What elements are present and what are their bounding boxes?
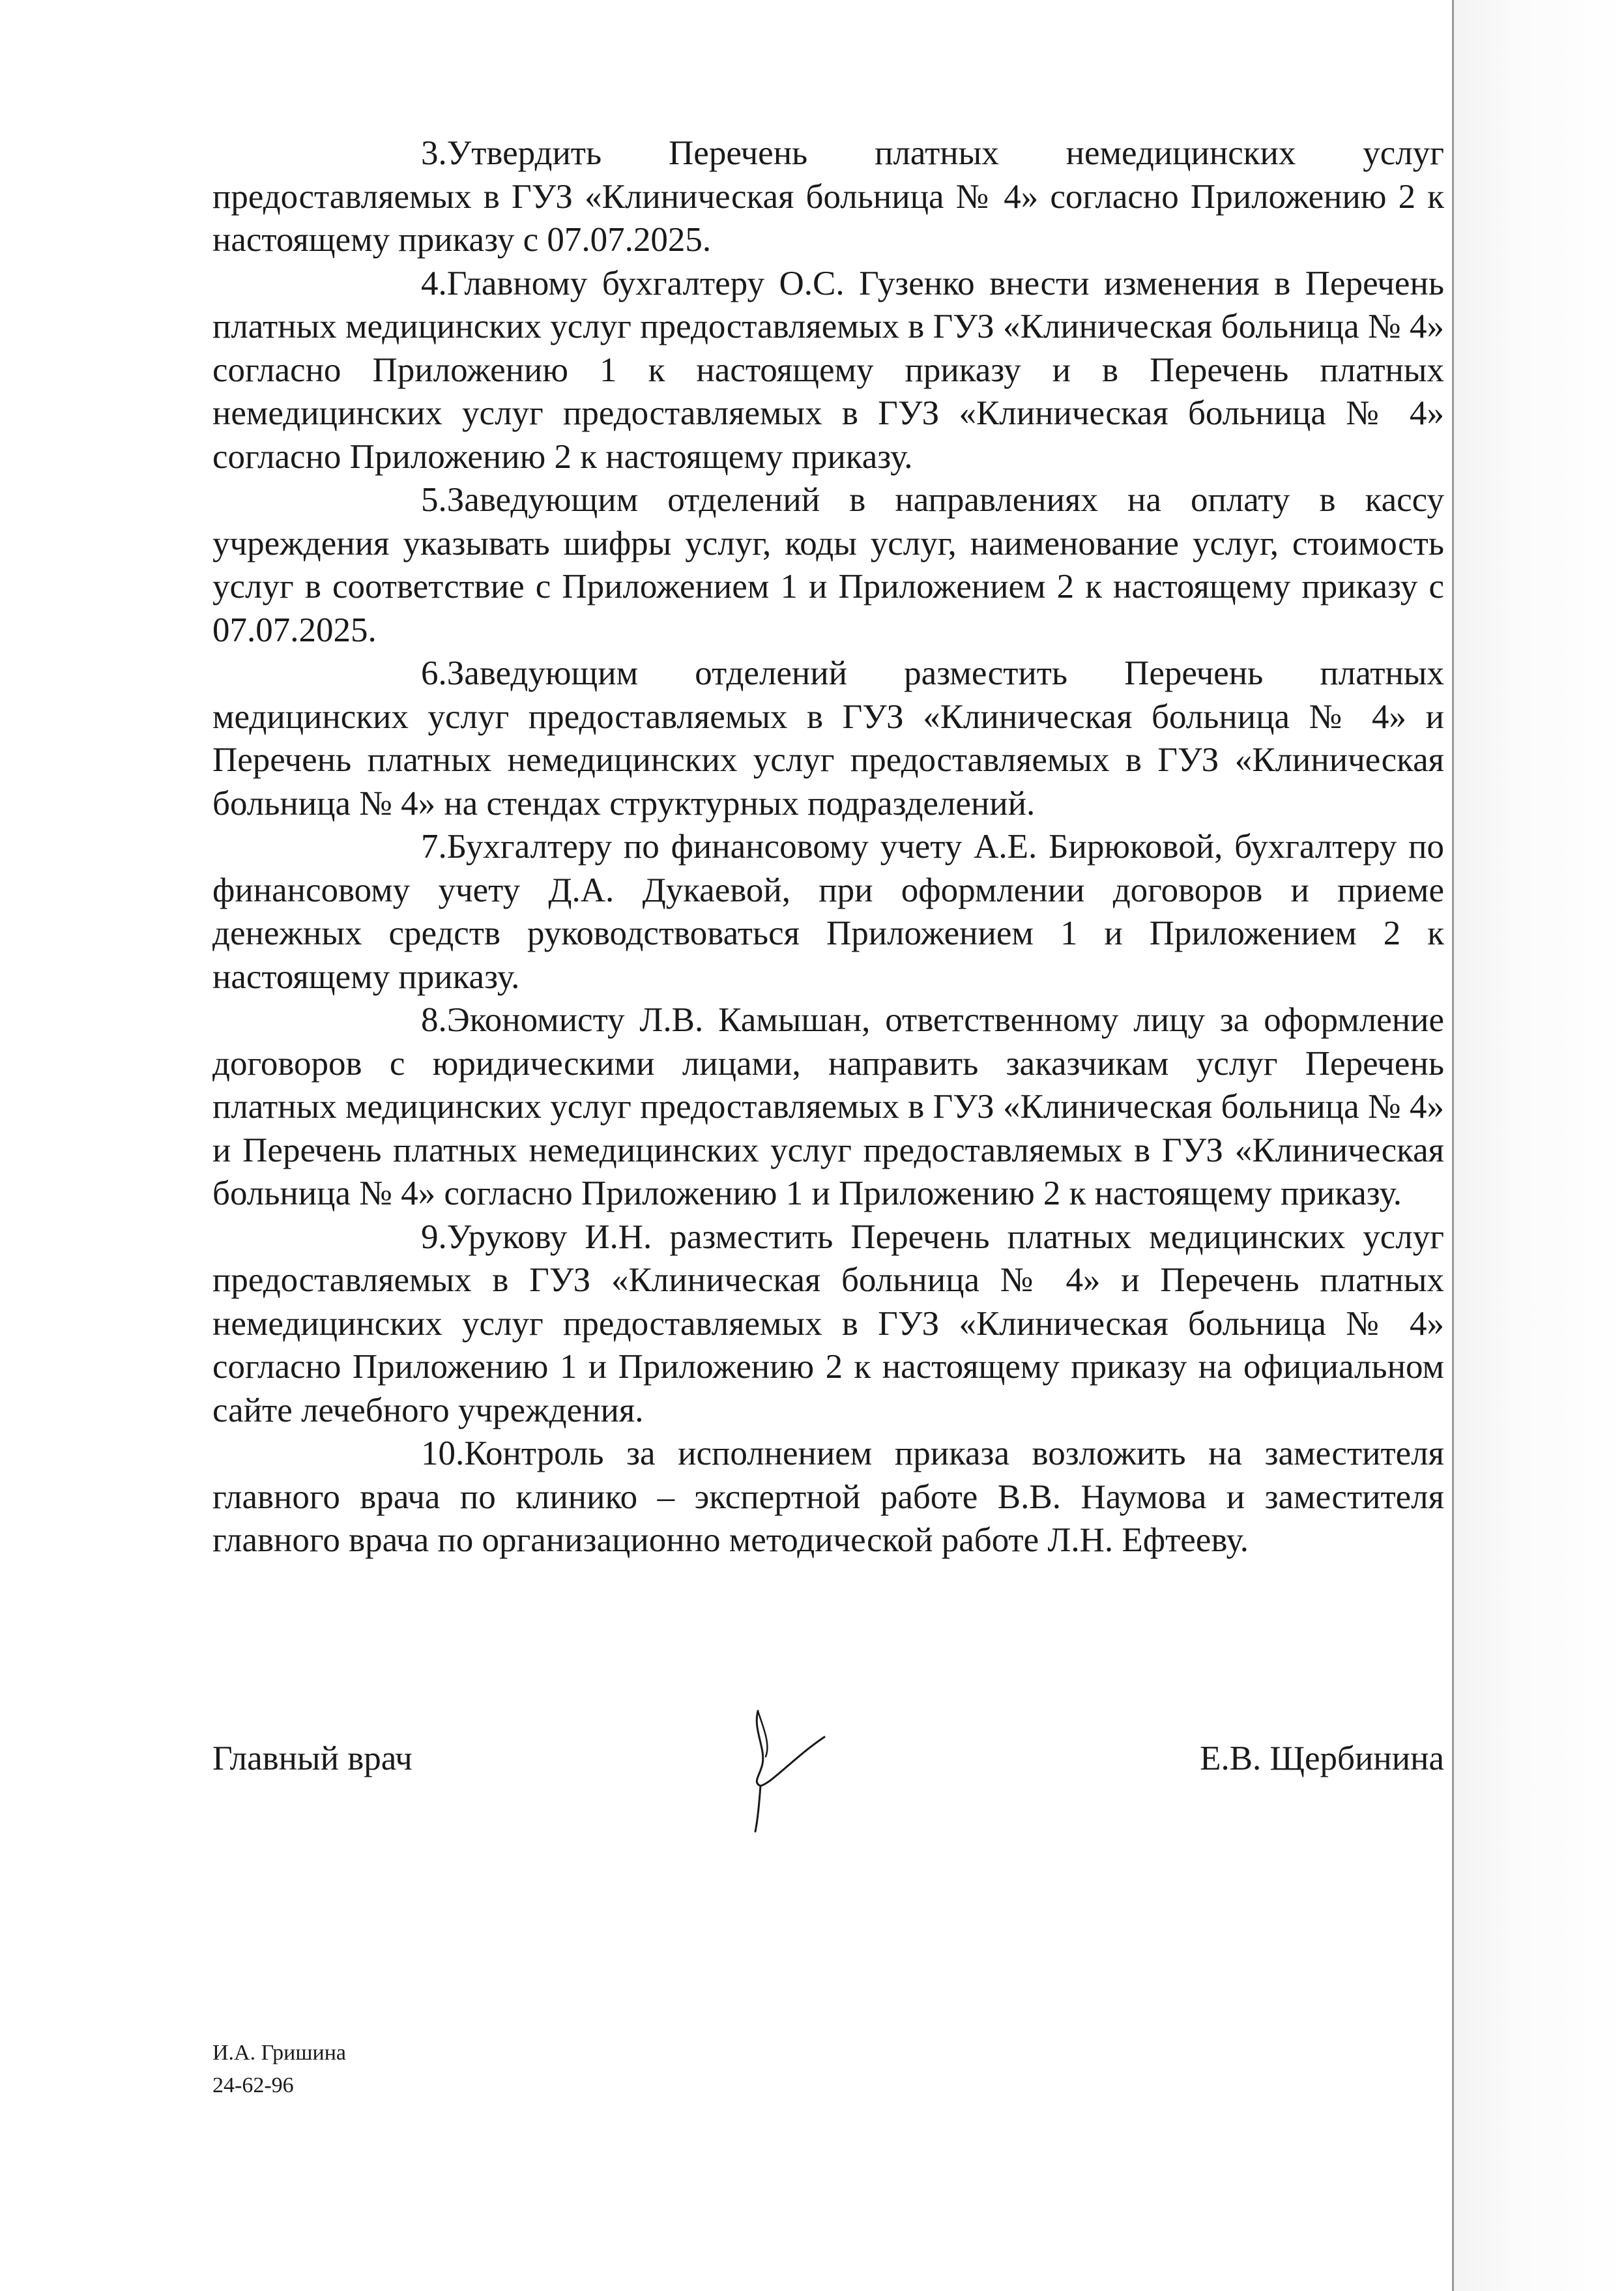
paragraph-number: 4. bbox=[421, 264, 447, 302]
paragraph-8 bbox=[212, 999, 1444, 1216]
paragraph-5 bbox=[212, 478, 1444, 652]
paragraph-number: 6. bbox=[421, 654, 447, 692]
executor-phone: 24-62-96 bbox=[212, 2073, 294, 2097]
paragraph-9 bbox=[212, 1216, 1444, 1433]
order-body bbox=[212, 132, 1444, 1562]
handwritten-signature bbox=[733, 1704, 837, 1835]
paragraph-number: 7. bbox=[421, 828, 447, 866]
paragraph-number: 3. bbox=[421, 134, 447, 172]
paragraph-text: Утвердить Перечень платных немедицинских услуг предоставляемых в ГУЗ «Клиническая больница № 4» согласно Приложению 2 к настоящему приказу с 07.07.2025. bbox=[212, 134, 1444, 259]
paragraph-text: Бухгалтеру по финансовому учету А.Е. Бирюковой, бухгалтеру по финансовому учету Д.А. Дукаевой, при оформлении договоров и приеме денежных средств руководствоваться Приложением 1 и Приложением 2 к настоящему приказу. bbox=[212, 828, 1444, 996]
paragraph-text: Главному бухгалтеру О.С. Гузенко внести изменения в Перечень платных медицинских услуг предоставляемых в ГУЗ «Клиническая больница № 4» согласно Приложению 1 к настоящему приказу и в Перечень платных немедицинских услуг предоставляемых в ГУЗ «Клиническая больница № 4» согласно Приложению 2 к настоящему приказу. bbox=[212, 264, 1444, 476]
executor-note bbox=[212, 2037, 346, 2102]
paragraph-text: Заведующим отделений разместить Перечень платных медицинских услуг предоставляемых в ГУЗ «Клиническая больница № 4» и Перечень платных немедицинских услуг предоставляемых в ГУЗ «Клиническая больница № 4» на стендах структурных подразделений. bbox=[212, 654, 1444, 823]
paragraph-text: Экономисту Л.В. Камышан, ответственному лицу за оформление договоров с юридическими лицами, направить заказчикам услуг Перечень платных медицинских услуг предоставляемых в ГУЗ «Клиническая больница № 4» и Перечень платных немедицинских услуг предоставляемых в ГУЗ «Клиническая больница № 4» согласно Приложению 1 и Приложению 2 к настоящему приказу. bbox=[212, 1001, 1444, 1212]
paragraph-number: 10. bbox=[421, 1435, 465, 1472]
paragraph-text: Урукову И.Н. разместить Перечень платных медицинских услуг предоставляемых в ГУЗ «Клиническая больница № 4» и Перечень платных немедицинских услуг предоставляемых в ГУЗ «Клиническая больница № 4» согласно Приложению 1 и Приложению 2 к настоящему приказу на официальном сайте лечебного учреждения. bbox=[212, 1218, 1444, 1429]
paragraph-4 bbox=[212, 262, 1444, 479]
paragraph-number: 5. bbox=[421, 481, 447, 519]
paragraph-text: Заведующим отделений в направлениях на оплату в кассу учреждения указывать шифры услуг, коды услуг, наименование услуг, стоимость услуг в соответствие с Приложением 1 и Приложением 2 к настоящему приказу с 07.07.2025. bbox=[212, 481, 1444, 649]
scan-margin-shade bbox=[1454, 0, 1624, 2291]
paragraph-text: Контроль за исполнением приказа возложить на заместителя главного врача по клинико – экспертной работе В.В. Наумова и заместителя главного врача по организационно методической работе Л.Н. Ефтееву. bbox=[212, 1435, 1444, 1559]
paragraph-number: 9. bbox=[421, 1218, 447, 1256]
paragraph-number: 8. bbox=[421, 1001, 447, 1039]
paragraph-10 bbox=[212, 1432, 1444, 1562]
signatory-name: Е.В. Щербинина bbox=[1200, 1740, 1444, 1777]
paragraph-3 bbox=[212, 132, 1444, 262]
executor-name: И.А. Гришина bbox=[212, 2041, 346, 2065]
paragraph-6 bbox=[212, 652, 1444, 825]
scan-edge-line bbox=[1452, 0, 1454, 2291]
signatory-position: Главный врач bbox=[212, 1740, 413, 1777]
paragraph-7 bbox=[212, 825, 1444, 999]
